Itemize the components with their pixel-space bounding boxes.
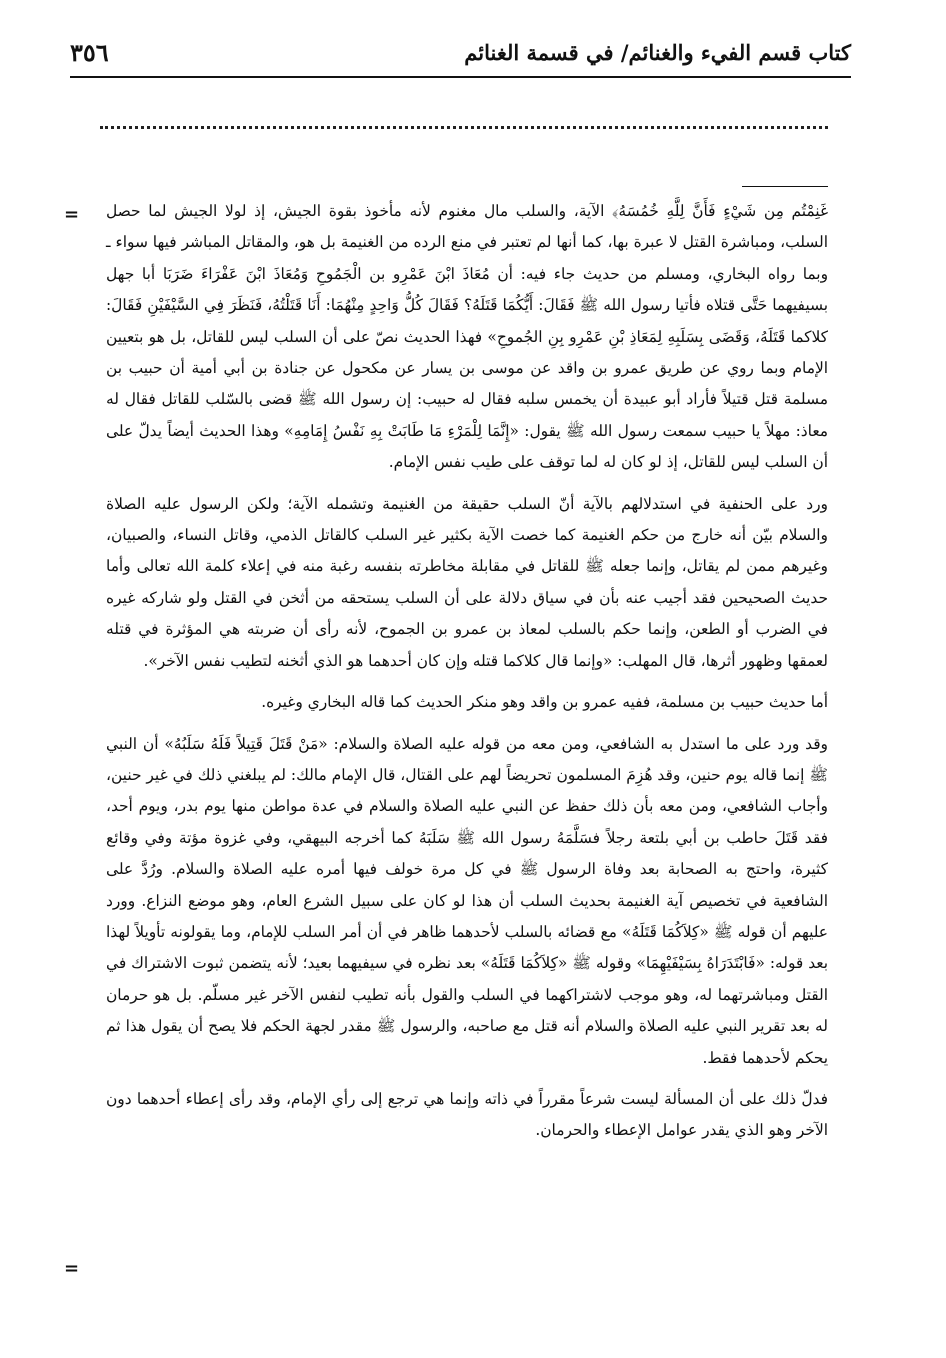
paragraph-4: وقد ورد على ما استدل به الشافعي، ومن معه من قوله عليه الصلاة والسلام: «مَنْ قَتَلَ قَتِيلاً فَلَهُ سَلَبُهُ» أن النبي ﷺ إنما قاله يوم حنين، وقد هُزِمَ المسلمون تحريضاً لهم على القتال، قال الإمام مالك: لم يبلغني ذلك في غير حنين، وأجاب الشافعي، ومن معه بأن ذلك حفظ عن النبي عليه الصلاة والسلام في عدة مواطن منها يوم بدر، ويوم أحد، فقد قَتَلَ حاطب بن أبي بلتعة رجلاً فسَلَّمَهُ رسول الله ﷺ سَلَبَهُ كما أخرجه البيهقي، وفي غزوة مؤتة وفي وقائع كثيرة، واحتج به الصحابة بعد وفاة الرسول ﷺ في كل مرة خولف فيها أمره عليه الصلاة والسلام. ورُدَّ على الشافعية في تخصيص آية الغنيمة بحديث السلب أن هذا لو كان على سبيل الشرع العام، وهو موضع النزاع. وورد عليهم أن قوله ﷺ «كِلاَكُمَا قَتَلَهُ» مع قضائه بالسلب لأحدهما ظاهر في أن أمر السلب للإمام، وما يقولونه تأويلاً لهذا بعد قوله: «فَابْتَدَرَاهُ بِسَيْفَيْهِمَا» وقوله ﷺ «كِلاَكُمَا قَتَلَهُ» بعد نظره في سيفيهما بعيد؛ لأنه يتضمن ثبوت الاشتراك في القتل ومباشرتهما له، وهو موجب لاشتراكهما في السلب والقول بأنه تطيب لنفس الآخر غير مسلّم. بل هو حرمان له بعد تقرير النبي عليه الصلاة والسلام أنه قتل مع صاحبه، والرسول ﷺ مقدر لجهة الحكم فلا يصح أن يقول هذا ثم يحكم لأحدهما فقط. (106, 734, 828, 1067)
paragraph-5: فدلّ ذلك على أن المسألة ليست شرعاً مقرراً في ذاته وإنما هي ترجع إلى رأي الإمام، وقد رأى إعطاء أحدهما دون الآخر وهو الذي يقدر عوامل الإعطاء والحرمان. (106, 1089, 828, 1140)
footnote-rule (742, 186, 828, 187)
paragraph-2: ورد على الحنفية في استدلالهم بالآية أنّ السلب حقيقة من الغنيمة وتشمله الآية؛ ولكن الرسول عليه الصلاة والسلام بيّن أنه خارج من حكم الغنيمة كما خصت الآية بكثير غير السلب كالقاتل الذمي، وقاتل النساء، والصبيان، وغيرهم ممن لم يقاتل، وإنما جعله ﷺ للقاتل في مقابلة مخاطرته بنفسه رغبة منه في إعلاء كلمة الله تعالى وأما حديث الصحيحين فقد أجيب عنه بأن في سياق دلالة على أن السلب يستحقه من أثخن في القتل ولو شاركه غيره في الضرب أو الطعن، وإنما حكم بالسلب لمعاذ بن عمرو بن الجموح، لأنه رأى أن ضربته هي المؤثرة في قتله لعمقها وظهور أثرها، قال المهلب: «وإنما قال كلاكما قتله وإن كان أحدهما هو الذي أثخنه لتطيب نفس الآخر». (106, 494, 828, 670)
paragraph-3: أما حديث حبيب بن مسلمة، ففيه عمرو بن واقد وهو منكر الحديث كما قاله البخاري وغيره. (261, 693, 828, 712)
continuation-marker-bottom: = (64, 1258, 80, 1279)
paragraph-1: غَنِمْتُم مِن شَيْءٍ فَأَنَّ لِلَّهِ خُمُسَهُ﴾ الآية، والسلب مال مغنوم لأنه مأخوذ بقوة الجيش، إذ لولا الجيش لما حصل السلب، ومباشرة القتل لا عبرة بها، كما أنها لم تعتبر في منع الرده من الغنيمة بل هو، والمقاتل المباشر فيها سواء ـ وبما رواه البخاري، ومسلم من حديث جاء فيه: أن مُعَاذَ ابْنَ عَمْرِو بن الْجَمُوحِ وَمُعَاذَ ابْنَ عَفْرَاءَ ضَرَبَا أبا جهل بسيفيهما حَتَّى قتلاه فأتيا رسول الله ﷺ فَقَالَ: أَيُّكُمَا قَتَلَهُ؟ فَقَالَ كُلُّ وَاحِدٍ مِنْهُمَا: أَنَا قَتَلْتُهُ، فَنَظَرَ فِي السَّيْفَيْنِ فَقَالَ: كلاكما قَتَلَهُ، وَقَضَى بِسَلَبِهِ لِمَعَاذِ بْنِ عَمْرِو بِنِ الجُموحِ» فهذا الحديث نصّ على أن السلب ليس للقاتل، بل هو بتعيين الإمام وبما روي عن طريق عمرو بن واقد عن موسى بن يسار عن مكحول عن جنادة بن أبي أمية أن حبيب بن مسلمة قتل قتيلاً فأراد أبو عبيدة أن يخمس سلبه فقال له حبيب: إن رسول الله ﷺ قضى بالسّلب للقاتل فقال له معاذ: مهلاً يا حبيب سمعت رسول الله ﷺ يقول: «إِنَّمَا لِلْمَرْءِ مَا طَابَتْ بِهِ نَفْسُ إِمَامِهِ» وهذا الحديث أيضاً يدلّ على أن السلب ليس للقاتل، إذ لو كان له لما توقف على طيب نفس الإمام. (106, 202, 828, 472)
page-number: ٣٥٦ (70, 38, 109, 67)
page-header (70, 36, 851, 78)
continuation-marker-top: = (64, 204, 80, 225)
dotted-separator (100, 126, 828, 129)
running-title: كتاب قسم الفيء والغنائم/ في قسمة الغنائم (464, 40, 851, 65)
footnote-text (106, 196, 828, 1147)
